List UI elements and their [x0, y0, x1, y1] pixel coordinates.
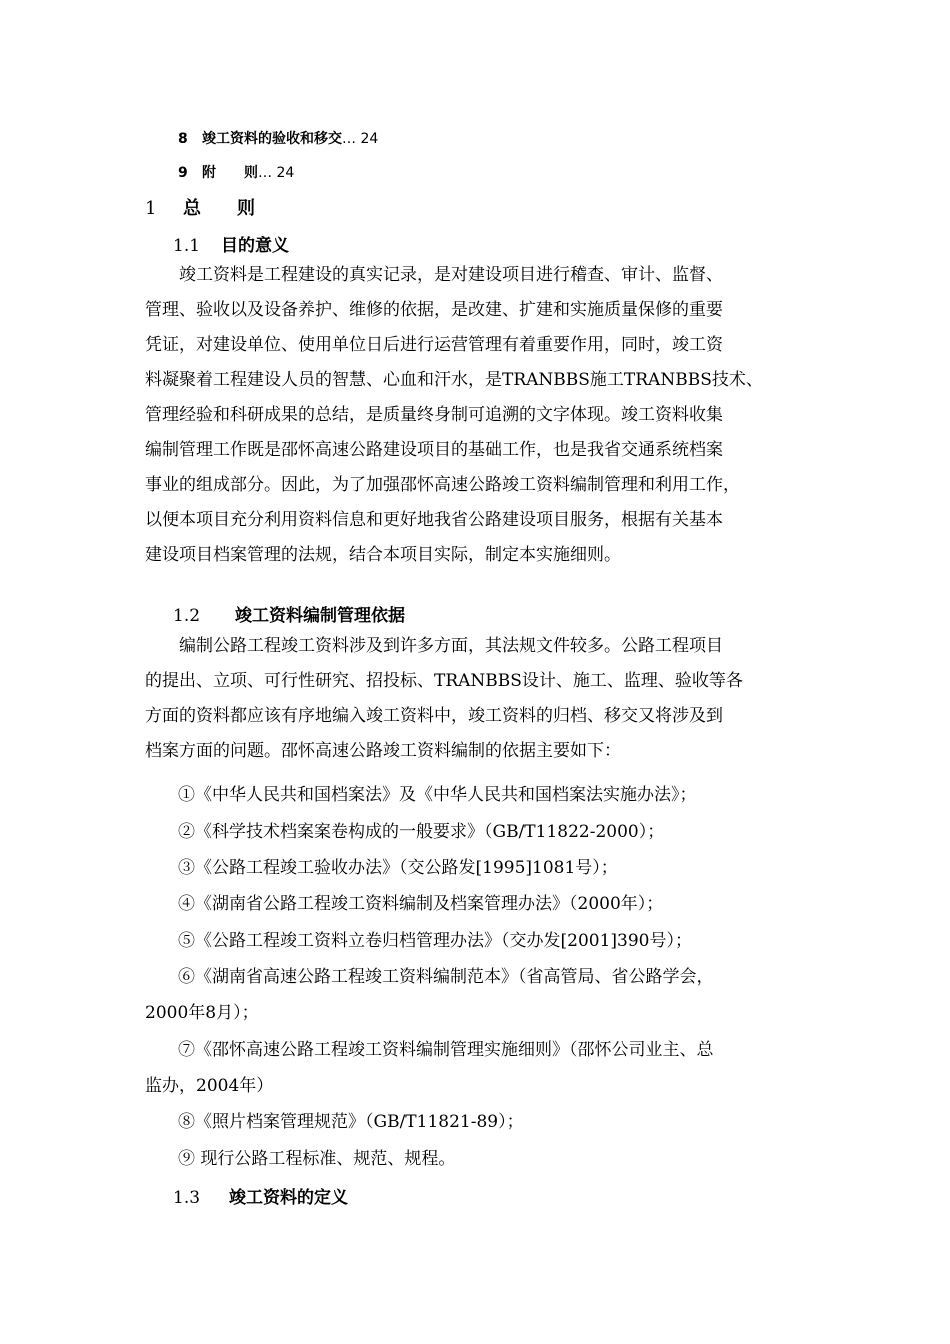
basis-item-9: ⑨ 现行公路工程标准、规范、规程。: [178, 1149, 456, 1169]
paragraph-basis: [145, 629, 805, 769]
section-number: 1.3: [173, 1188, 201, 1208]
toc-entry-number: 8: [178, 131, 188, 147]
paragraph-line: 管理、验收以及设备养护、维修的依据，是改建、扩建和实施质量保修的重要: [145, 300, 723, 320]
paragraph-line: 编制管理工作既是邵怀高速公路建设项目的基础工作，也是我省交通系统档案: [145, 440, 723, 460]
basis-item-7: ⑦《邵怀高速公路工程竣工资料编制管理实施细则》（邵怀公司业主、总: [178, 1040, 714, 1060]
paragraph-line: 方面的资料都应该有序地编入竣工资料中，竣工资料的归档、移交又将涉及到: [145, 706, 723, 726]
basis-item-1: ①《中华人民共和国档案法》及《中华人民共和国档案法实施办法》；: [178, 785, 697, 805]
paragraph-line: 以便本项目充分利用资料信息和更好地我省公路建设项目服务，根据有关基本: [145, 510, 723, 530]
toc-entry-title: 竣工资料的验收和移交: [202, 131, 342, 147]
basis-item-5: ⑤《公路工程竣工资料立卷归档管理办法》（交办发[2001]390号）；: [178, 931, 692, 951]
basis-item-6: ⑥《湖南省高速公路工程竣工资料编制范本》（省高管局、省公路学会，: [178, 967, 714, 987]
section-number: 1.2: [173, 606, 201, 626]
toc-entry-page: … 24: [342, 131, 379, 147]
paragraph-line: 的提出、立项、可行性研究、招投标、TRANBBS设计、施工、监理、验收等各: [145, 671, 743, 691]
paragraph-line: 档案方面的问题。邵怀高速公路竣工资料编制的依据主要如下：: [145, 741, 621, 761]
basis-item-6-cont: 2000年8月）；: [145, 1003, 259, 1023]
toc-entry-9[interactable]: [178, 162, 294, 182]
paragraph-line: 管理经验和科研成果的总结，是质量终身制可追溯的文字体现。竣工资料收集: [145, 405, 723, 425]
basis-item-3: ③《公路工程竣工验收办法》（交公路发[1995]1081号）；: [178, 858, 618, 878]
section-heading-1-1: [173, 231, 289, 256]
toc-entry-title: 附 则: [202, 165, 258, 181]
paragraph-line: 编制公路工程竣工资料涉及到许多方面，其法规文件较多。公路工程项目: [179, 636, 723, 656]
paragraph-line: 竣工资料是工程建设的真实记录，是对建设项目进行稽查、审计、监督、: [179, 265, 723, 285]
section-heading-1-2: [173, 601, 405, 626]
basis-item-2: ②《科学技术档案案卷构成的一般要求》（GB/T11822-2000）；: [178, 822, 665, 842]
basis-item-4: ④《湖南省公路工程竣工资料编制及档案管理办法》（2000年）；: [178, 894, 664, 914]
paragraph-purpose: [145, 258, 805, 573]
basis-item-8: ⑧《照片档案管理规范》（GB/T11821-89）；: [178, 1112, 524, 1132]
basis-item-7-cont: 监办，2004年）: [145, 1076, 274, 1096]
paragraph-line: 事业的组成部分。因此，为了加强邵怀高速公路竣工资料编制管理和利用工作，: [145, 475, 740, 495]
toc-entry-number: 9: [178, 165, 188, 181]
section-number: 1: [145, 198, 157, 219]
toc-entry-8[interactable]: [178, 128, 378, 148]
section-number: 1.1: [173, 236, 201, 256]
section-title: 竣工资料编制管理依据: [235, 606, 405, 626]
toc-entry-page: … 24: [258, 165, 295, 181]
section-title: 总 则: [183, 198, 255, 219]
section-heading-1: [145, 194, 255, 220]
paragraph-line: 凭证，对建设单位、使用单位日后进行运营管理有着重要作用，同时，竣工资: [145, 335, 723, 355]
section-heading-1-3: [173, 1183, 348, 1208]
section-title: 竣工资料的定义: [229, 1188, 348, 1208]
paragraph-line: 料凝聚着工程建设人员的智慧、心血和汗水，是TRANBBS施工TRANBBS技术、: [145, 370, 763, 390]
section-title: 目的意义: [221, 236, 289, 256]
paragraph-line: 建设项目档案管理的法规，结合本项目实际，制定本实施细则。: [145, 545, 621, 565]
